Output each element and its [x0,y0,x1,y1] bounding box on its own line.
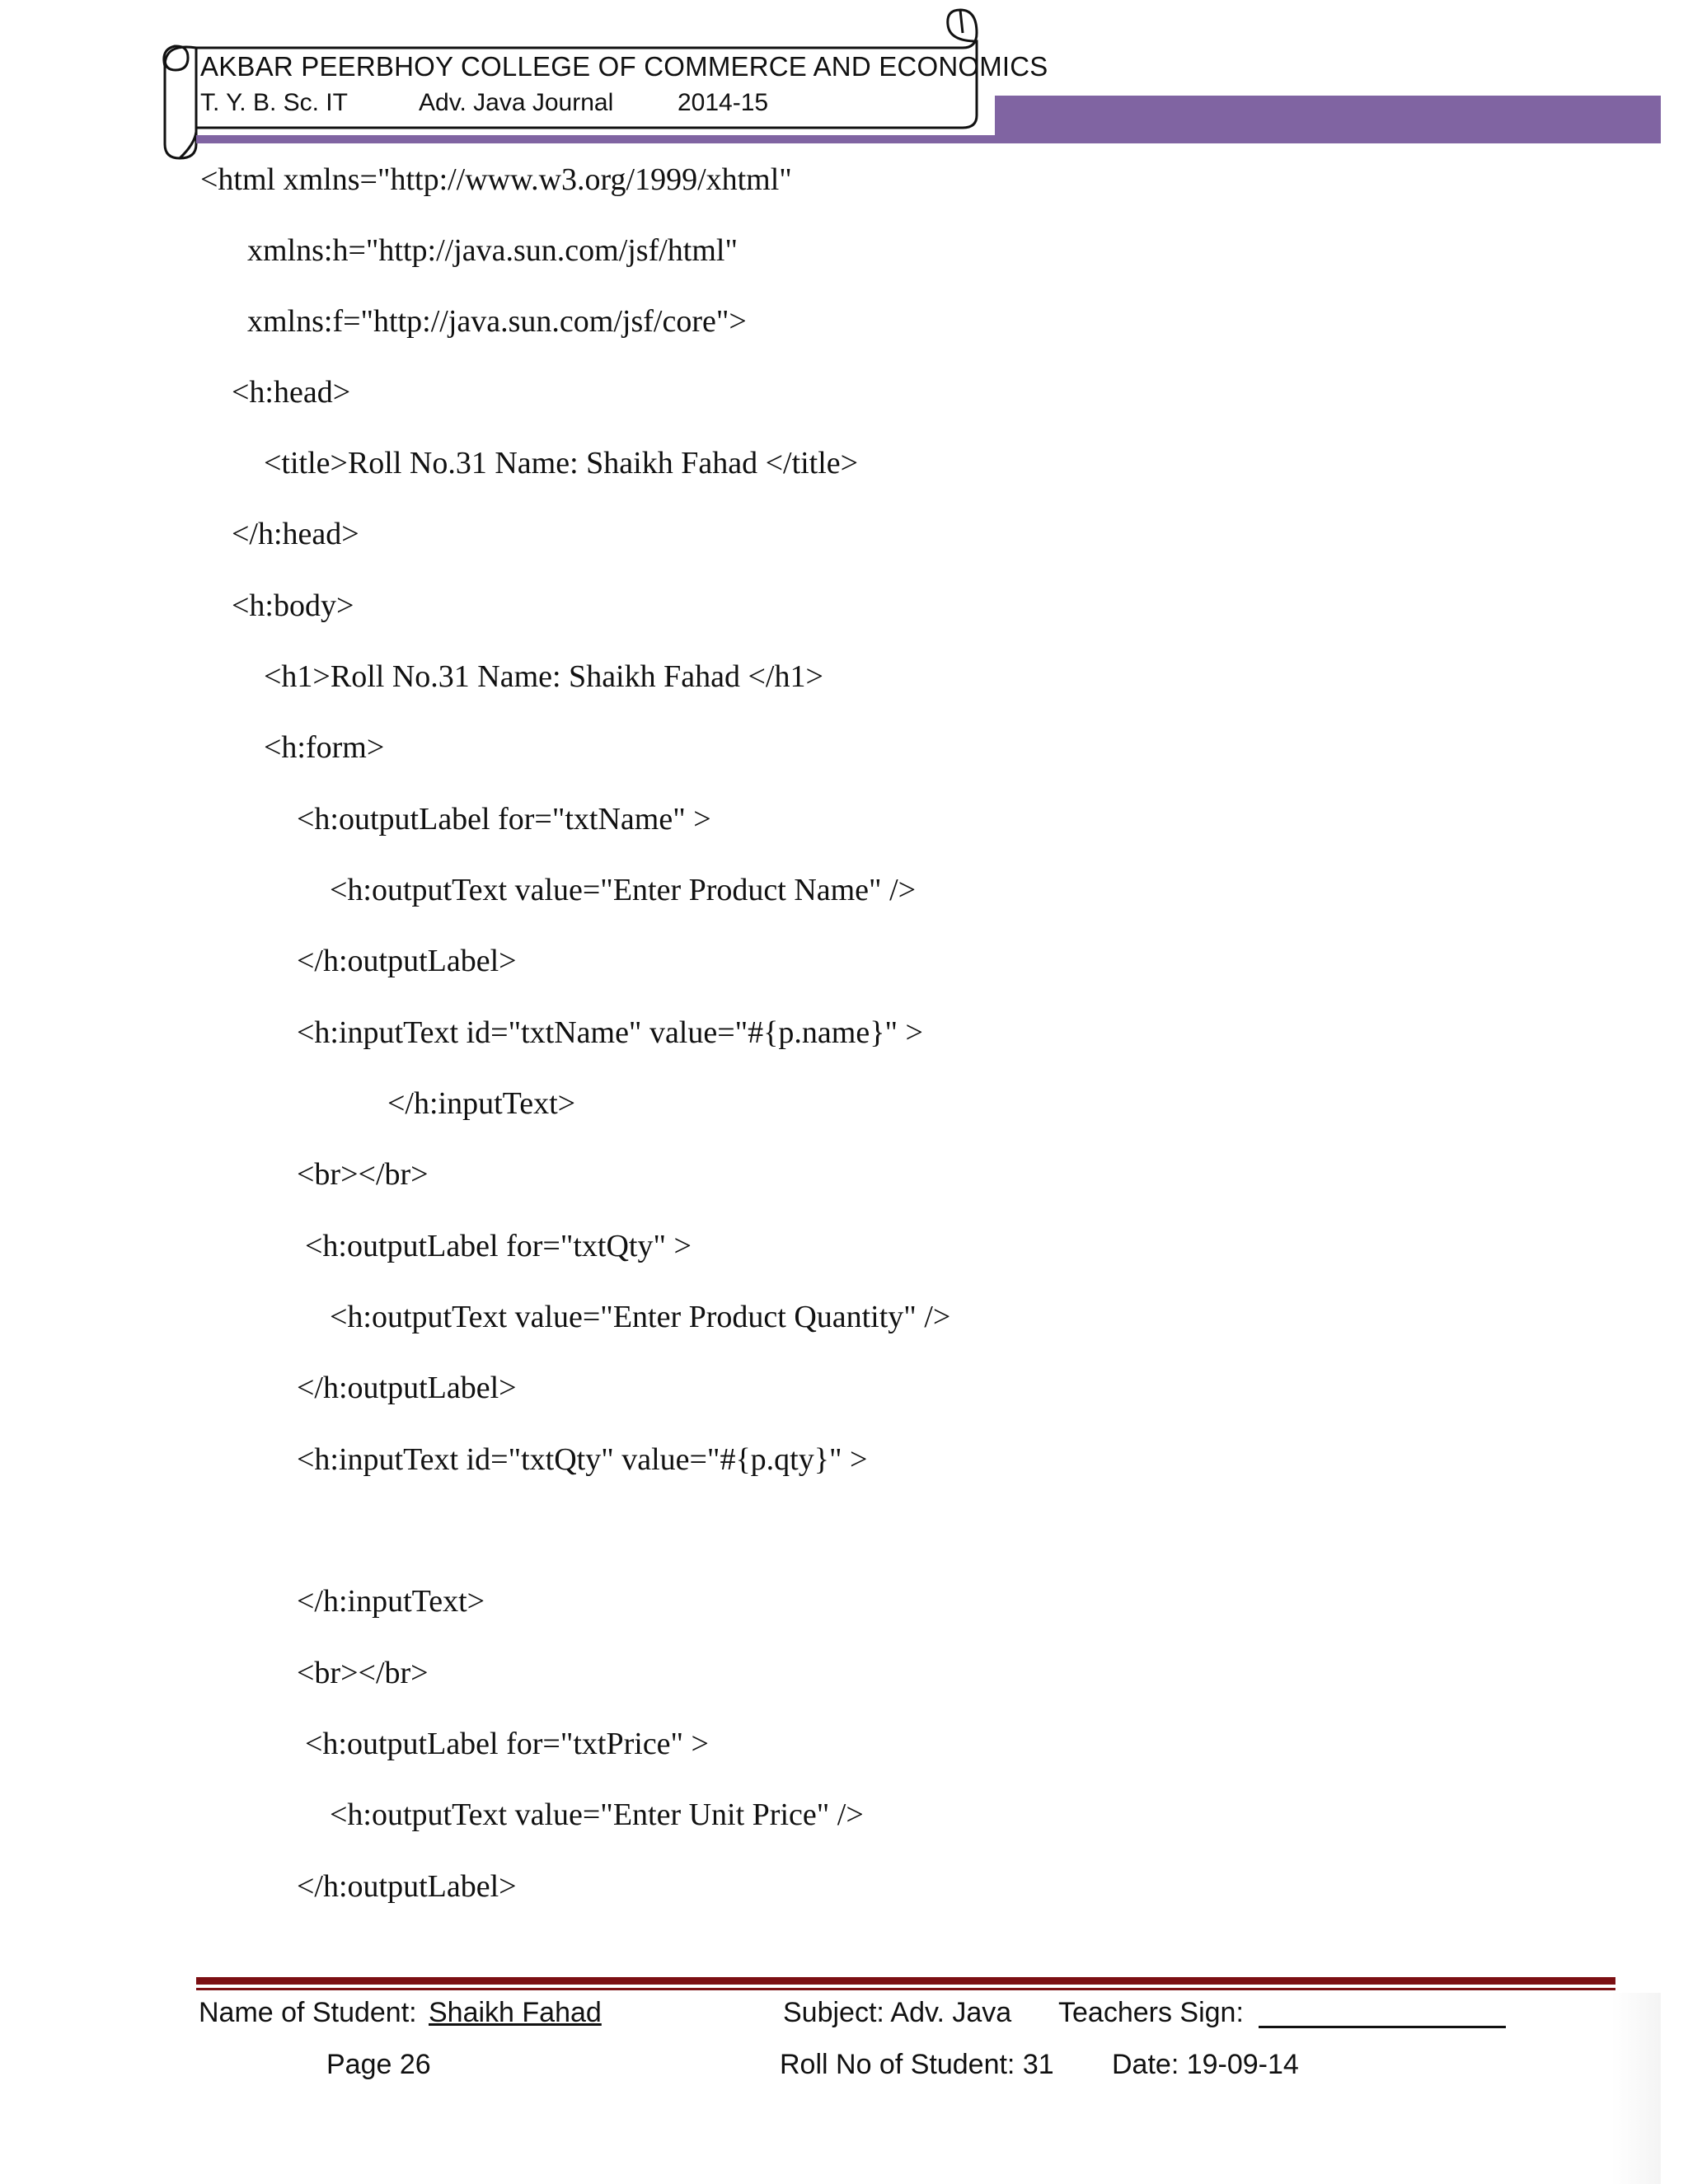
footer-rule-thin [196,1988,1615,1990]
code-line: <h:body> [232,588,354,623]
code-line: <h:inputText id="txtQty" value="#{p.qty}" > [297,1442,868,1477]
student-name-label: Name of Student: [199,1997,417,2028]
class-label: T. Y. B. Sc. IT [200,89,348,116]
student-name-value: Shaikh Fahad [429,1997,602,2028]
header-accent-band [995,96,1661,143]
code-line: <br></br> [297,1656,429,1690]
journal-label: Adv. Java Journal [419,89,614,116]
code-line: </h:inputText> [297,1584,485,1619]
teacher-sign-label: Teachers Sign: [1058,1997,1244,2028]
code-line: <h:form> [264,730,385,765]
header-accent-rule [196,135,996,143]
code-line: <h:head> [232,375,351,410]
code-line: <h:outputLabel for="txtName" > [297,802,711,837]
footer-rule [196,1977,1615,1985]
code-line: </h:head> [232,517,359,551]
code-line: <title>Roll No.31 Name: Shaikh Fahad </title> [264,446,859,480]
code-line: <html xmlns="http://www.w3.org/1999/xhtml" [200,162,792,197]
date-label: Date: 19-09-14 [1112,2049,1299,2080]
subject-label: Subject: Adv. Java [783,1997,1012,2028]
code-line: <h:outputText value="Enter Product Name" /> [330,873,917,907]
code-line: </h:outputLabel> [297,1869,517,1904]
code-line: xmlns:f="http://java.sun.com/jsf/core"> [247,304,747,339]
page-number: Page 26 [326,2049,431,2080]
code-line: <h1>Roll No.31 Name: Shaikh Fahad </h1> [264,659,823,694]
code-line: <h:outputLabel for="txtPrice" > [305,1727,709,1761]
code-line: <br></br> [297,1157,429,1192]
code-line: </h:inputText> [387,1086,576,1121]
code-line: xmlns:h="http://java.sun.com/jsf/html" [247,233,738,268]
roll-number: Roll No of Student: 31 [780,2049,1054,2080]
code-line: </h:outputLabel> [297,944,517,978]
code-line: <h:outputLabel for="txtQty" > [305,1229,692,1263]
signature-line [1259,2026,1506,2028]
code-line: </h:outputLabel> [297,1371,517,1405]
code-line: <h:outputText value="Enter Unit Price" /> [330,1797,864,1832]
code-line: <h:outputText value="Enter Product Quantity" /> [330,1300,951,1334]
page-edge-shade [1611,1993,1661,2184]
college-name: AKBAR PEERBHOY COLLEGE OF COMMERCE AND ECONOMICS [200,51,1048,82]
code-line: <h:inputText id="txtName" value="#{p.name}" > [297,1015,923,1050]
year-label: 2014-15 [678,89,769,116]
